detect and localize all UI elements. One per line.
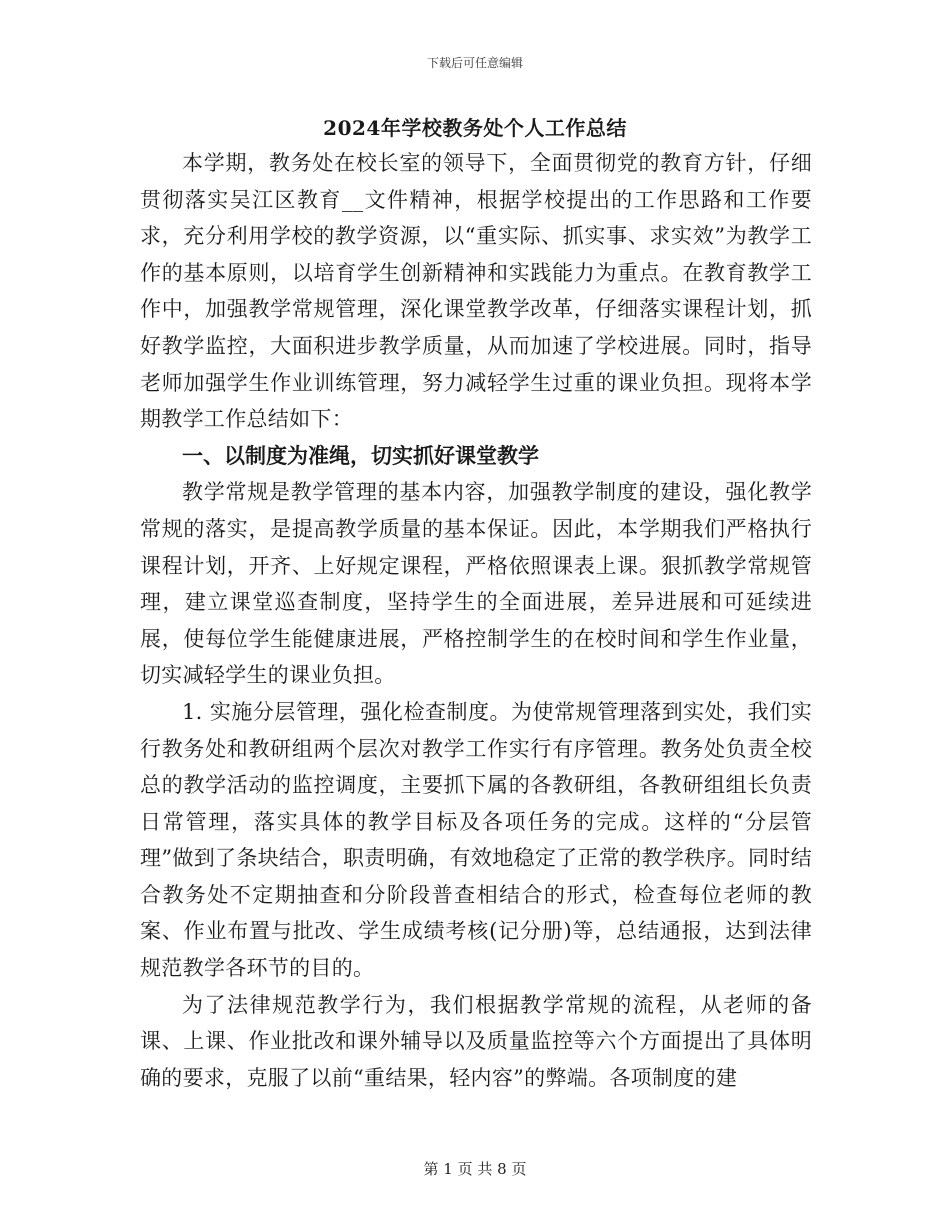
section-heading: 一、以制度为准绳，切实抓好课堂教学: [182, 442, 539, 468]
document-title: 2024年学校教务处个人工作总结: [323, 116, 627, 140]
section-paragraph-1: 教学常规是教学管理的基本内容，加强教学制度的建设，强化教学常规的落实，是提高教学质量的基本保证。因此，本学期我们严格执行课程计划，开齐、上好规定课程，严格依照课表上课。狠抓教学常规管理，建立课堂巡查制度，坚持学生的全面进展，差异进展和可延续进展，使每位学生能健康进展，严格控制学生的在校时间和学生作业量，切实减轻学生的课业负担。: [140, 480, 812, 688]
section-paragraph-3: 为了法律规范教学行为，我们根据教学常规的流程，从老师的备课、上课、作业批改和课外辅导以及质量监控等六个方面提出了具体明确的要求，克服了以前“重结果，轻内容”的弊端。各项制度的建: [140, 992, 812, 1090]
section-paragraph-2: 1. 实施分层管理，强化检查制度。为使常规管理落到实处，我们实行教务处和教研组两个层次对教学工作实行有序管理。教务处负责全校总的教学活动的监控调度，主要抓下属的各教研组，各教研组组长负责日常管理，落实具体的教学目标及各项任务的完成。这样的“分层管理”做到了条块结合，职责明确，有效地稳定了正常的教学秩序。同时结合教务处不定期抽查和分阶段普查相结合的形式，检查每位老师的教案、作业布置与批改、学生成绩考核(记分册)等，总结通报，达到法律规范教学各环节的目的。: [140, 699, 812, 981]
document-body: [140, 145, 812, 1096]
page-number: 第 1 页 共 8 页: [423, 1160, 527, 1178]
header-note: 下载后可任意编辑: [426, 56, 523, 70]
intro-paragraph: 本学期，教务处在校长室的领导下，全面贯彻党的教育方针，仔细贯彻落实吴江区教育__文件精神，根据学校提出的工作思路和工作要求，充分利用学校的教学资源，以“重实际、抓实事、求实效”为教学工作的基本原则，以培育学生创新精神和实践能力为重点。在教育教学工作中，加强教学常规管理，深化课堂教学改革，仔细落实课程计划，抓好教学监控，大面积进步教学质量，从而加速了学校进展。同时，指导老师加强学生作业训练管理，努力减轻学生过重的课业负担。现将本学期教学工作总结如下：: [140, 151, 812, 432]
